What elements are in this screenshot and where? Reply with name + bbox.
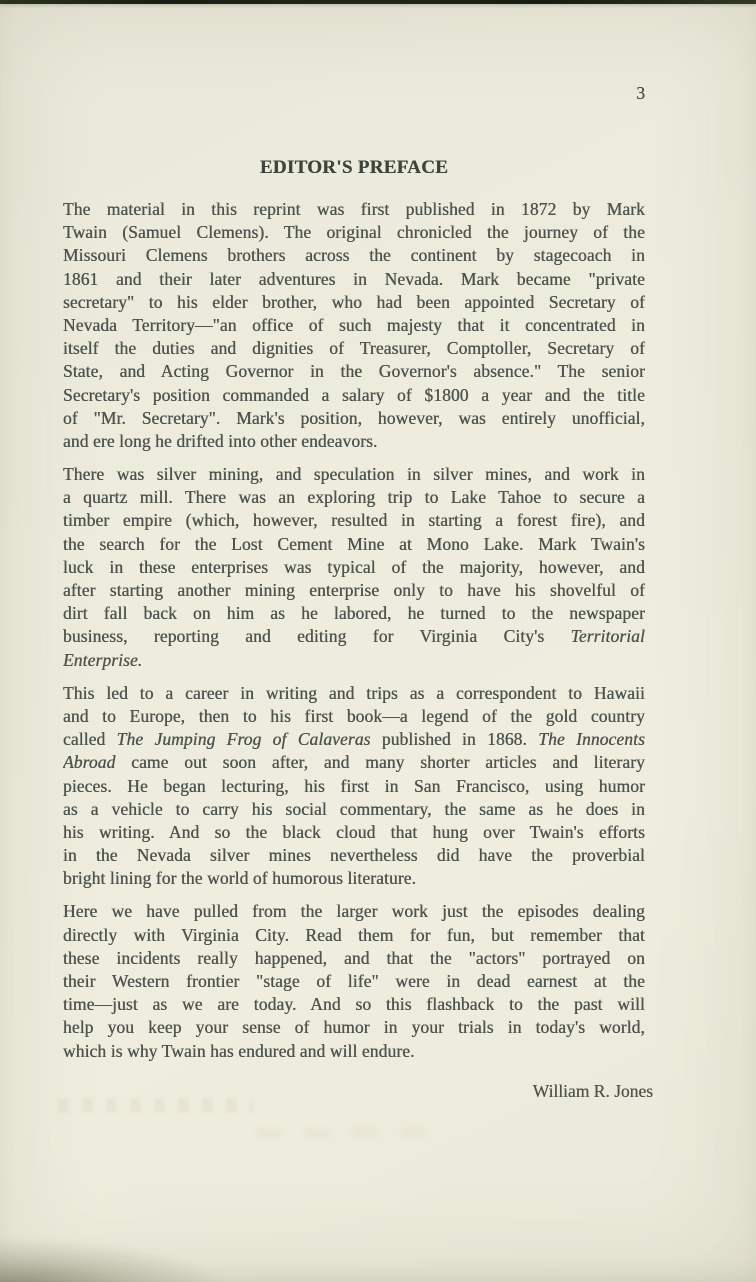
text-line (63, 705, 645, 728)
text-line (63, 751, 645, 774)
page-number: 3 (636, 83, 645, 103)
text-line (63, 900, 645, 923)
text-line (63, 947, 645, 970)
text-segment: and to Europe, then to his first book—a legend of the gold country (63, 705, 645, 726)
paragraph (63, 682, 645, 891)
text-line (63, 844, 645, 867)
text-line (63, 556, 645, 579)
text-segment: help you keep your sense of humor in your trials in today's world, (63, 1017, 645, 1038)
text-line (63, 625, 645, 648)
page-title: EDITOR'S PREFACE (259, 157, 449, 178)
scan-edge-artifact (0, 0, 756, 4)
text-line (63, 291, 645, 314)
text-segment: called (63, 729, 117, 750)
page-corner-shadow (0, 1238, 226, 1282)
text-segment: State, and Acting Governor in the Governor's absence." The senior (63, 361, 645, 382)
text-line (63, 728, 645, 751)
text-line (63, 775, 645, 798)
paragraph (63, 198, 645, 453)
text-segment: of "Mr. Secretary". Mark's position, however, was entirely unofficial, (63, 407, 645, 428)
text-segment: the search for the Lost Cement Mine at Mono Lake. Mark Twain's (63, 533, 645, 554)
text-line (63, 579, 645, 602)
text-segment: secretary" to his elder brother, who had been appointed Secretary of (63, 291, 645, 312)
text-segment: This led to a career in writing and trips as a correspondent to Hawaii (63, 682, 645, 703)
italic-text: Territorial (570, 626, 645, 647)
paragraphs (63, 198, 645, 1063)
italic-text: The Jumping Frog of Calaveras (116, 729, 371, 750)
text-segment: Secretary's position commanded a salary of $1800 a year and the title (63, 384, 645, 405)
text-line (63, 337, 645, 360)
text-segment: Missouri Clemens brothers across the continent by stagecoach in (63, 245, 645, 266)
text-line (63, 486, 645, 509)
italic-text: The Innocents (538, 729, 645, 750)
italic-text: Enterprise. (63, 649, 143, 670)
text-segment: his writing. And so the black cloud that hung over Twain's efforts (63, 821, 645, 842)
text-line (63, 682, 645, 705)
text-line (63, 314, 645, 337)
text-line (63, 244, 645, 267)
text-segment: time—just as we are today. And so this flashback to the past will (63, 994, 645, 1015)
text-segment: which is why Twain has endured and will endure. (63, 1040, 415, 1061)
text-line (63, 360, 645, 383)
text-segment: itself the duties and dignities of Treasurer, Comptoller, Secretary of (63, 338, 645, 359)
text-line (63, 924, 645, 947)
text-line (63, 407, 645, 430)
text-line (63, 798, 645, 821)
text-line (63, 384, 645, 407)
text-segment: their Western frontier "stage of life" were in dead earnest at the (63, 971, 645, 991)
text-line (63, 430, 645, 453)
bleed-through-artifact (256, 1128, 426, 1138)
text-segment: came out soon after, and many shorter articles and literary (115, 752, 645, 773)
italic-text: Abroad (63, 752, 116, 773)
text-segment: timber empire (which, however, resulted in starting a forest fire), and (63, 510, 645, 531)
text-segment: pieces. He began lecturing, his first in San Francisco, using humor (63, 775, 645, 796)
signature: William R. Jones (532, 1081, 653, 1101)
text-segment: 1861 and their later adventures in Nevada. Mark became "private (63, 268, 645, 289)
text-segment: business, reporting and editing for Virginia City's (63, 626, 571, 647)
text-line (63, 993, 645, 1016)
text-line (63, 198, 645, 221)
text-segment: after starting another mining enterprise only to have his shovelful of (63, 580, 645, 600)
text-segment: dirt fall back on him as he labored, he turned to the newspaper (63, 603, 645, 624)
text-line (63, 221, 645, 244)
paragraph (63, 900, 645, 1062)
text-segment: There was silver mining, and speculation in silver mines, and work in (63, 464, 645, 485)
text-line (63, 602, 645, 625)
text-segment: luck in these enterprises was typical of the majority, however, and (63, 556, 645, 577)
text-segment: published in 1868. (370, 729, 539, 750)
text-line (63, 970, 645, 993)
text-segment: in the Nevada silver mines nevertheless did have the proverbial (63, 845, 645, 866)
text-line (63, 509, 645, 532)
text-segment: Nevada Territory—"an office of such majesty that it concentrated in (63, 314, 645, 335)
text-segment: these incidents really happened, and that the "actors" portrayed on (63, 947, 645, 968)
text-line (63, 1016, 645, 1039)
text-segment: as a vehicle to carry his social commentary, the same as he does in (63, 798, 645, 819)
text-segment: Here we have pulled from the larger work just the episodes dealing (63, 901, 645, 922)
text-segment: directly with Virginia City. Read them for fun, but remember that (63, 924, 645, 945)
text-segment: Twain (Samuel Clemens). The original chronicled the journey of the (63, 222, 645, 243)
text-segment: a quartz mill. There was an exploring trip to Lake Tahoe to secure a (63, 487, 645, 508)
text-line (63, 649, 645, 672)
text-line (63, 533, 645, 556)
text-segment: and ere long he drifted into other endeavors. (63, 430, 378, 451)
text-line (63, 268, 645, 291)
text-line (63, 463, 645, 486)
text-segment: The material in this reprint was first published in 1872 by Mark (63, 199, 645, 219)
text-line (63, 1040, 645, 1063)
text-line (63, 867, 645, 890)
text-line (63, 821, 645, 844)
text-segment: bright lining for the world of humorous literature. (63, 868, 417, 889)
paragraph (63, 463, 645, 672)
